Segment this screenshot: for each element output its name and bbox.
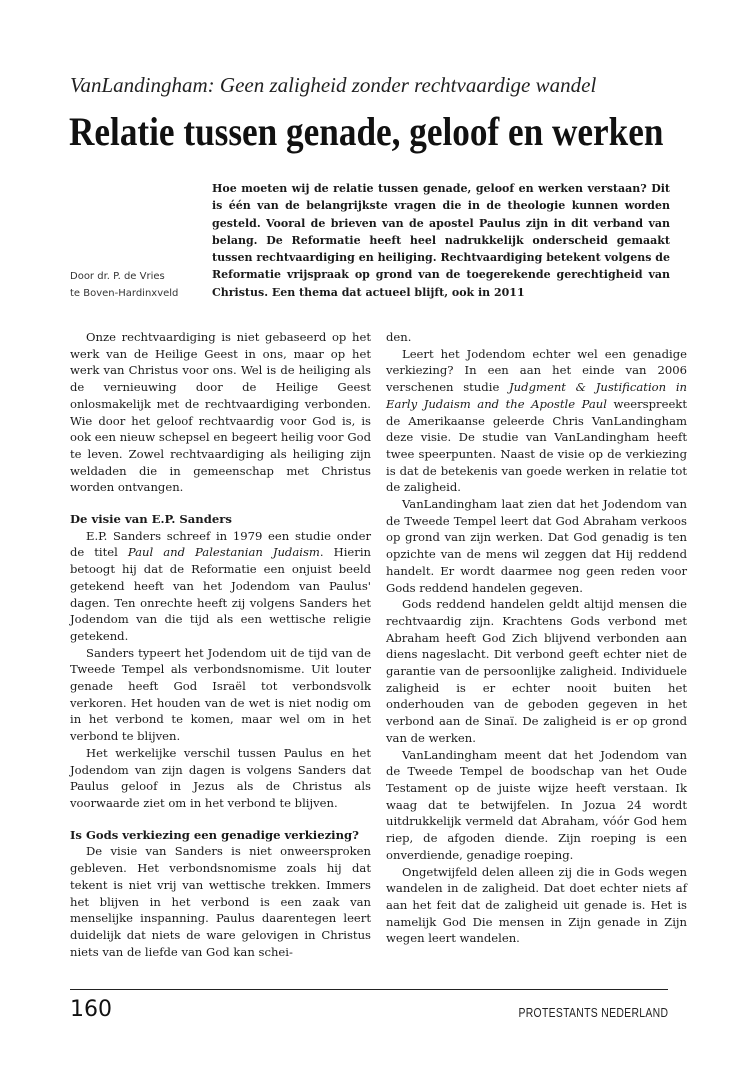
body-column-left — [70, 329, 371, 960]
author-byline — [70, 268, 210, 302]
section-heading: Is Gods verkiezing een genadige verkiezing? — [70, 827, 359, 842]
paragraph: E.P. Sanders schreef in 1979 een studie onder de titel Paul and Palestanian Judaism. Hierin betoogt hij dat de Reformatie een onjuist beeld getekend heeft van het Jodendom van Paulus' dagen. Ten onrechte heeft zij volgens Sanders het Jodendom van die tijd als een wettische religie getekend. — [70, 528, 371, 643]
paragraph: VanLandingham meent dat het Jodendom van de Tweede Tempel de boodschap van het Oude Testament op de juiste wijze heeft verstaan. Ik waag dat te betwijfelen. In Jozua 24 wordt uitdrukkelijk vermeld dat Abraham, vóór God hem riep, de afgoden diende. Zijn roeping is een onverdiende, genadige roeping. — [386, 747, 687, 862]
paragraph: Het werkelijke verschil tussen Paulus en het Jodendom van zijn dagen is volgens Sanders dat Paulus geloof in Jezus als de Christus als voorwaarde ziet om in het verbond te blijven. — [70, 745, 371, 810]
paragraph: Gods reddend handelen geldt altijd mensen die rechtvaardig zijn. Krachtens Gods verbond met Abraham heeft God Zich blijvend verbonden aan diens nageslacht. Dit verbond geeft echter niet de garantie van de persoonlijke zaligheid. Individuele zaligheid is er echter nooit buiten het onderhouden van de geboden gegeven in het verbond aan de Sinaï. De zaligheid is er op grond van de werken. — [386, 597, 687, 745]
publication-name: PROTESTANTS NEDERLAND — [518, 1005, 668, 1020]
paragraph: Onze rechtvaardiging is niet gebaseerd op het werk van de Heilige Geest in ons, maar op het werk van Christus voor ons. Wel is de heiliging als de vernieuwing door de Heilige Geest onlosmakelijk met de rechtvaardiging verbonden. Wie door het geloof rechtvaardig voor God is, is ook een nieuw schepsel en begeert heilig voor God te leven. Zowel rechtvaardiging als heiliging zijn weldaden die in gemeenschap met Christus worden ontvangen. — [70, 330, 371, 495]
paragraph: VanLandingham laat zien dat het Jodendom van de Tweede Tempel leert dat God Abraham verkoos op grond van zijn werken. Dat God genadig is ten opzichte van de mens wil zeggen dat Hij reddend handelt. Er wordt daarmee nog geen reden voor Gods reddend handelen gegeven. — [386, 497, 687, 595]
book-title: Judgment & Justification in Early Judaism and the Apostle Paul — [386, 380, 687, 411]
paragraph-continuation: den. — [386, 330, 412, 344]
body-column-right — [386, 329, 687, 947]
article-title: Relatie tussen genade, geloof en werken — [69, 109, 664, 154]
section-heading: De visie van E.P. Sanders — [70, 512, 232, 527]
article-intro: Hoe moeten wij de relatie tussen genade, geloof en werken verstaan? Dit is één van de belangrijkste vragen die in de theologie kunnen worden gesteld. Vooral de brieven van de apostel Paulus zijn in dit verband van belang. De Reformatie heeft heel nadrukkelijk onderscheid gemaakt tussen rechtvaardiging en heiliging. Rechtvaardiging betekent volgens de Reformatie vrijspraak op grond van de toegerekende gerechtigheid van Christus. Een thema dat actueel blijft, ook in 2011 — [212, 182, 670, 299]
byline-author: Door dr. P. de Vries — [70, 271, 165, 282]
paragraph: Leert het Jodendom echter wel een genadige verkiezing? In een aan het einde van 2006 verschenen studie Judgment & Justification in Early Judaism and the Apostle Paul weerspreekt de Amerikaanse geleerde Chris VanLandingham deze visie. De studie van VanLandingham heeft twee speerpunten. Naast de visie op de verkiezing is dat de betekenis van goede werken in relatie tot de zaligheid. — [386, 346, 687, 495]
book-title: Paul and Palestanian Judaism — [127, 545, 320, 560]
byline-location: te Boven-Hardinxveld — [70, 288, 179, 299]
footer-divider — [70, 989, 668, 990]
article-kicker: VanLandingham: Geen zaligheid zonder rechtvaardige wandel — [70, 73, 597, 97]
paragraph: Ongetwijfeld delen alleen zij die in Gods wegen wandelen in de zaligheid. Dat doet echter niets af aan het feit dat de zaligheid uit genade is. Het is namelijk God Die mensen in Zijn genade in Zijn wegen leert wandelen. — [386, 864, 687, 946]
paragraph: Sanders typeert het Jodendom uit de tijd van de Tweede Tempel als verbondsnomisme. Uit louter genade heeft God Israël tot verbondsvolk verkoren. Het houden van de wet is niet nodig om in het verbond te komen, maar wel om in het verbond te blijven. — [70, 645, 371, 744]
paragraph: De visie van Sanders is niet onweersproken gebleven. Het verbondsnomisme zoals hij dat tekent is niet vrij van wettische trekken. Immers het blijven in het verbond is een zaak van menselijke inspanning. Paulus daarentegen leert duidelijk dat niets de ware gelovigen in Christus niets van de liefde van God kan schei- — [70, 844, 371, 959]
page-number: 160 — [70, 997, 112, 1022]
